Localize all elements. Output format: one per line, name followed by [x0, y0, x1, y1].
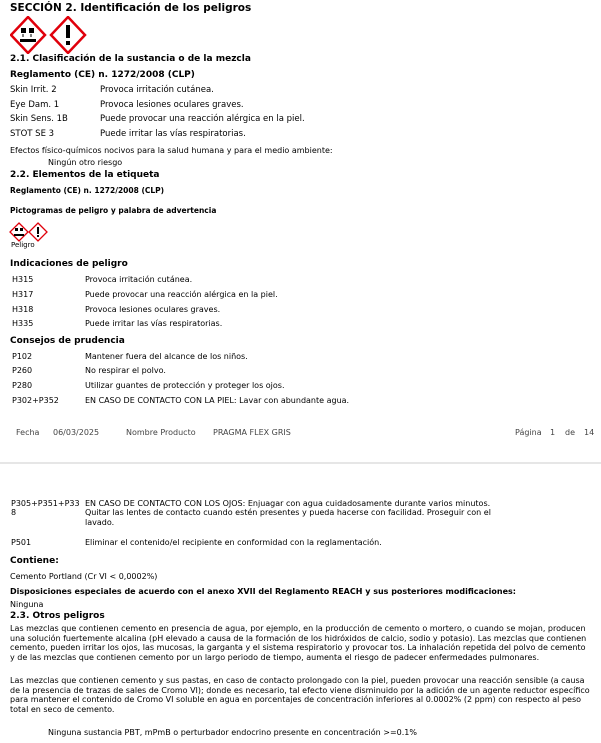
precaution-text: Utilizar guantes de protección y proteger los ojos. [85, 381, 285, 390]
class-text: Provoca irritación cutánea. [100, 85, 214, 95]
class-code: Skin Sens. 1B [10, 114, 68, 124]
hazard-code: H335 [12, 319, 34, 328]
other-hazards-paragraph: Las mezclas que contienen cemento en presencia de agua, por ejemplo, en la producción de cemento o mortero, o cuando se mojan, producen una solución fuertemente alcalina (pH elevado a causa de la formación de los hidróxidos de calcio, sodio y potasio). Las mezclas que contienen cemento, pueden irritar los ojos, las mucosas, la garganta y el sistema respiratorio y provocar tos. La inhalación repetida del polvo de cemento y de las mezclas que contienen cemento por un largo periodo de tiempo, aumenta el riesgo de padecer enfermedades pulmonares. [10, 624, 587, 662]
hazard-code: H315 [12, 275, 34, 284]
hazard-code: H317 [12, 290, 34, 299]
precaution-text-cont: lavado. [85, 518, 115, 527]
corrosion-pictogram-icon [10, 223, 28, 241]
precaution-text: EN CASO DE CONTACTO CON LA PIEL: Lavar con abundante agua. [85, 396, 350, 405]
s23-title: 2.3. Otros peligros [10, 611, 105, 621]
corrosion-pictogram-icon [11, 17, 45, 53]
contains-title: Contiene: [10, 556, 59, 566]
precaution-code: P102 [12, 352, 33, 361]
precaution-text: EN CASO DE CONTACTO CON LOS OJOS: Enjuagar con agua cuidadosamente durante varios minutos. [85, 499, 491, 508]
pictograms-title: Pictogramas de peligro y palabra de advertencia [10, 206, 217, 215]
precaution-code: P501 [11, 538, 32, 547]
precaution-code: P305+P351+P33 [11, 499, 80, 508]
precaution-text-cont: Quitar las lentes de contacto cuando estén presentes y pueda hacerse con facilidad. Proseguir con el [85, 508, 491, 517]
footer-date-label: Fecha [16, 428, 40, 437]
hazard-pictograms-large [10, 16, 90, 54]
hazard-text: Provoca irritación cutánea. [85, 275, 193, 284]
pbt-statement: Ninguna sustancia PBT, mPmB o perturbador endocrino presente en concentración >=0.1% [48, 728, 417, 737]
footer-page-num: 1 [550, 428, 556, 437]
class-code: Eye Dam. 1 [10, 100, 60, 110]
s21-title: 2.1. Clasificación de la sustancia o de la mezcla [10, 54, 251, 64]
class-text: Puede provocar una reacción alérgica en la piel. [100, 114, 305, 124]
precaution-code: P280 [12, 381, 33, 390]
page-separator [0, 462, 601, 464]
s22-regulation: Reglamento (CE) n. 1272/2008 (CLP) [10, 186, 165, 195]
contains-value: Cemento Portland (Cr VI < 0,0002%) [10, 572, 158, 581]
class-text: Puede irritar las vías respiratorias. [100, 129, 246, 139]
other-hazards-paragraph: Las mezclas que contienen cemento y sus pastas, en caso de contacto prolongado con la piel, pueden provocar una reacción sensible (a causa de la presencia de trazas de sales de Cromo VI); donde es necesario, tal efecto viene disminuido por la adición de un agente reductor específico para mantener el contenido de Cromo VI soluble en agua en porcentajes de concentración inferiores al 0.0002% (2 ppm) con respecto al peso total en seco de cemento. [10, 676, 590, 714]
footer-product-value: PRAGMA FLEX GRIS [213, 428, 291, 437]
s22-title: 2.2. Elementos de la etiqueta [10, 170, 160, 180]
precaution-code: P302+P352 [12, 396, 59, 405]
exclamation-pictogram-icon [29, 223, 47, 241]
precaution-text: No respirar el polvo. [85, 366, 166, 375]
footer-product-label: Nombre Producto [126, 428, 196, 437]
special-provisions-value: Ninguna [10, 600, 44, 609]
footer-page-label: Página [515, 428, 542, 437]
hazard-text: Puede provocar una reacción alérgica en la piel. [85, 290, 278, 299]
precaution-code: P260 [12, 366, 33, 375]
footer-page-total: 14 [584, 428, 595, 437]
s21-regulation: Reglamento (CE) n. 1272/2008 (CLP) [10, 70, 195, 80]
effects-value: Ningún otro riesgo [48, 158, 123, 167]
hazard-text: Provoca lesiones oculares graves. [85, 305, 221, 314]
signal-word: Peligro [11, 241, 35, 249]
hazard-pictograms-small [9, 222, 49, 242]
class-code: Skin Irrit. 2 [10, 85, 57, 95]
footer-date-value: 06/03/2025 [53, 428, 100, 437]
precaution-text: Mantener fuera del alcance de los niños. [85, 352, 248, 361]
precaution-code-cont: 8 [11, 508, 17, 517]
hazard-text: Puede irritar las vías respiratorias. [85, 319, 223, 328]
hazard-code: H318 [12, 305, 34, 314]
class-text: Provoca lesiones oculares graves. [100, 100, 244, 110]
section-title: SECCIÓN 2. Identificación de los peligros [10, 2, 252, 14]
special-provisions-title: Disposiciones especiales de acuerdo con el anexo XVII del Reglamento REACH y sus posteriores modificaciones: [10, 587, 516, 596]
precaution-text: Eliminar el contenido/el recipiente en conformidad con la reglamentación. [85, 538, 382, 547]
effects-label: Efectos físico-químicos nocivos para la salud humana y para el medio ambiente: [10, 146, 333, 155]
hazard-title: Indicaciones de peligro [10, 259, 128, 269]
footer-of-label: de [565, 428, 575, 437]
exclamation-pictogram-icon [51, 17, 85, 53]
class-code: STOT SE 3 [10, 129, 55, 139]
precaution-title: Consejos de prudencia [10, 336, 125, 346]
